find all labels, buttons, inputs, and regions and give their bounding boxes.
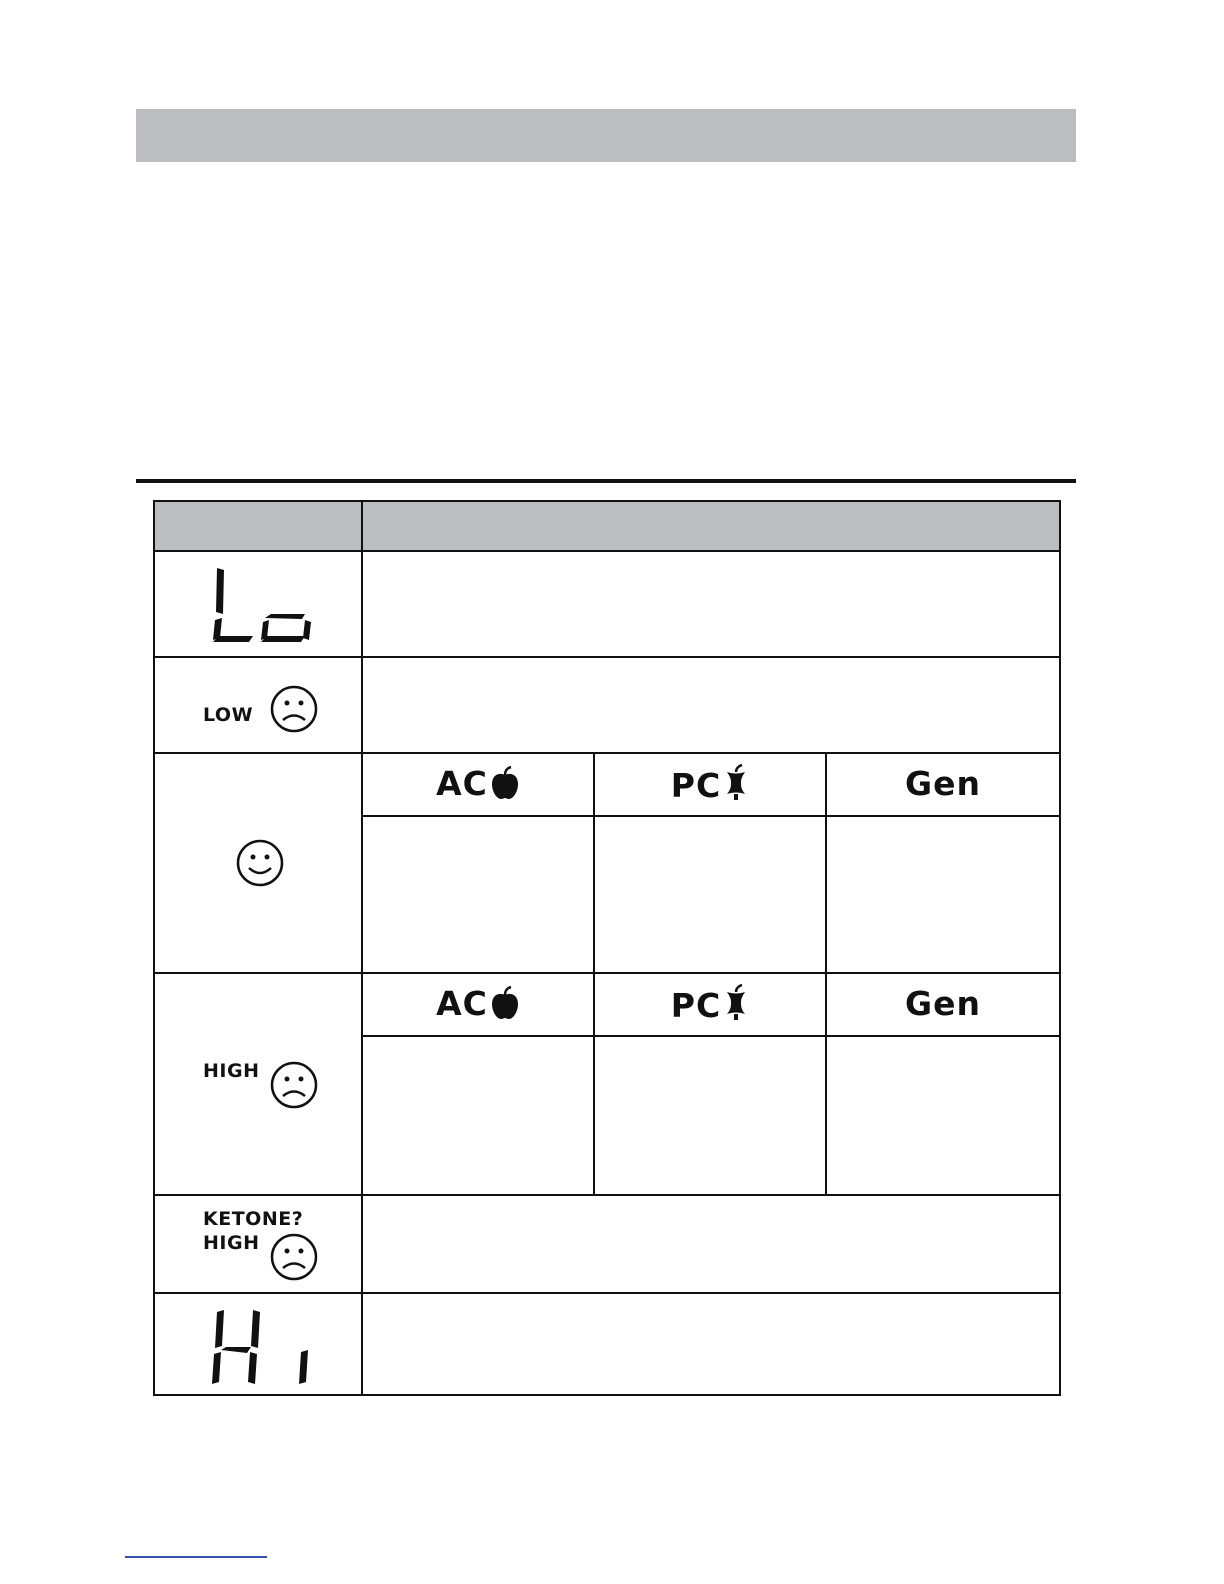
header-cell-meaning [363, 502, 1059, 550]
table-header-row [155, 502, 1059, 550]
footer-link-underline[interactable] [125, 1556, 267, 1558]
gen-label: Gen [905, 764, 981, 803]
ketone-meaning-cell [363, 1196, 1059, 1292]
normal-pc-header [595, 754, 827, 817]
high-ac-cell [363, 1037, 595, 1194]
apple-icon [490, 986, 520, 1020]
lo-display-cell [155, 552, 363, 656]
high-ac-header [363, 974, 595, 1037]
high-pc-header [595, 974, 827, 1037]
normal-ac-cell [363, 817, 595, 972]
high-label: HIGH [203, 1060, 260, 1082]
high-pc-cell [595, 1037, 827, 1194]
hi-meaning-cell [363, 1294, 1059, 1394]
apple-core-icon [723, 984, 749, 1022]
high-gen-cell [827, 1037, 1059, 1194]
pc-label: PC [670, 986, 722, 1025]
normal-gen-header [827, 754, 1059, 817]
high-meaning-cell [363, 974, 1059, 1194]
high-gen-header [827, 974, 1059, 1037]
table-row-lo [155, 550, 1059, 656]
result-table [153, 500, 1061, 1396]
sad-face-icon [269, 684, 319, 734]
table-row-high [155, 972, 1059, 1194]
section-divider [136, 479, 1076, 483]
table-row-hi [155, 1292, 1059, 1394]
low-label: LOW [203, 704, 254, 726]
apple-core-icon [723, 764, 749, 802]
table-row-normal [155, 752, 1059, 972]
normal-pc-cell [595, 817, 827, 972]
table-row-low [155, 656, 1059, 752]
ketone-high-label: HIGH [203, 1232, 260, 1254]
low-display-cell [155, 658, 363, 752]
section-header-band [136, 109, 1076, 162]
ac-label: AC [436, 764, 488, 803]
normal-ac-header [363, 754, 595, 817]
normal-gen-cell [827, 817, 1059, 972]
high-display-cell [155, 974, 363, 1194]
low-meaning-cell [363, 658, 1059, 752]
ketone-label: KETONE? [203, 1208, 304, 1230]
normal-meaning-cell [363, 754, 1059, 972]
ac-label: AC [436, 984, 488, 1023]
happy-face-icon [235, 838, 285, 888]
hi-segment-display [155, 1294, 363, 1394]
pc-label: PC [670, 766, 722, 805]
sad-face-icon [269, 1232, 319, 1282]
gen-label: Gen [905, 984, 981, 1023]
header-cell-display [155, 502, 363, 550]
lo-segment-display [155, 552, 363, 656]
lo-meaning-cell [363, 552, 1059, 656]
normal-display-cell [155, 754, 363, 972]
apple-icon [490, 766, 520, 800]
hi-display-cell [155, 1294, 363, 1394]
ketone-display-cell [155, 1196, 363, 1292]
sad-face-icon [269, 1060, 319, 1110]
table-row-ketone [155, 1194, 1059, 1292]
